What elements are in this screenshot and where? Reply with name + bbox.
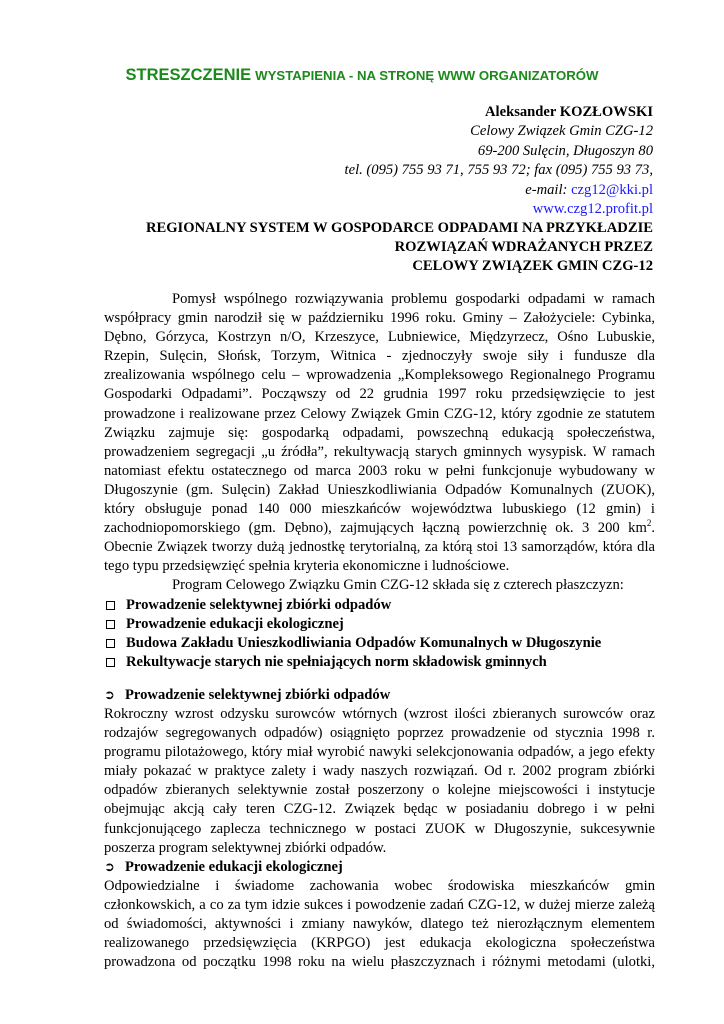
pillar-label: Prowadzenie edukacji ekologicznej: [126, 615, 344, 632]
text-line: członkowskich, a co za tym idzie sukces i powodzenie zadań CZG-12, w dużej mierze zależą: [104, 896, 655, 913]
text-line: prowadzeniem segregacji „u źródła”, rekultywacją starych gminnych wysypisk. W ramach: [104, 443, 655, 460]
document-title: [146, 219, 653, 276]
square-bullet-icon: [106, 658, 115, 667]
email-link[interactable]: czg12@kki.pl: [571, 181, 653, 198]
headline-rest: WYSTAPIENIA - NA STRONĘ WWW ORGANIZATORÓW: [255, 68, 599, 83]
section-heading-text: Prowadzenie selektywnej zbiórki odpadów: [125, 686, 391, 703]
author-name: Aleksander KOZŁOWSKI: [485, 104, 653, 120]
text-line: poszerza program selektywnej zbiórki odpadów.: [104, 839, 387, 856]
text-line: Gospodarki Odpadami”. Począwszy od 22 grudnia 1997 roku przedsięwzięcie to jest: [104, 386, 655, 403]
superscript: 2: [646, 518, 652, 529]
section-heading: [104, 686, 655, 705]
pillars-list: [104, 596, 655, 672]
author-phone: tel. (095) 755 93 71, 755 93 72; fax (095) 755 93 73,: [344, 162, 653, 179]
program-intro: Program Celowego Związku Gmin CZG-12 składa się z czterech płaszczyzn:: [172, 577, 624, 594]
text-line: miały pokazać w praktyce zalety i wady naszych rozwiązań. Od r. 2002 program zbiórki: [104, 763, 655, 780]
text-line: programu pilotażowego, który miał wyrobić nawyki selekcjonowania odpadów, a jego efekty: [104, 744, 655, 761]
title-line: ROZWIĄZAŃ WDRAŻANYCH PRZEZ: [394, 239, 653, 255]
pillar-label: Rekultywacje starych nie spełniających norm składowisk gminnych: [126, 653, 547, 670]
author-address: 69-200 Sulęcin, Długoszyn 80: [477, 142, 653, 159]
list-item: [104, 653, 655, 672]
text-line: Odpowiedzialne i świadome zachowania wobec środowiska mieszkańców gmin: [104, 877, 655, 894]
title-line: CELOWY ZWIĄZEK GMIN CZG-12: [412, 258, 653, 274]
pillar-label: Budowa Zakładu Unieszkodliwiania Odpadów Komunalnych w Długoszynie: [126, 634, 602, 651]
text-line: współpracy gmin narodził się w październiku 1996 roku. Gminy – Założyciele: Cybinka,: [104, 310, 655, 327]
list-item: [104, 634, 655, 653]
period: .: [651, 520, 655, 537]
author-www-line: [345, 200, 653, 219]
document-body: [104, 290, 655, 972]
text-line: Związku zajmuje się: gospodarką odpadami, powszechną edukacją społeczeństwa,: [104, 424, 655, 441]
list-item: [104, 596, 655, 615]
text-line: Rokroczny wzrost odzysku surowców wtórnych (wzrost ilości zbieranych surowców oraz: [104, 705, 655, 722]
text-line: Obecnie Związek tworzy dużą jednostkę terytorialną, za którą stoi 13 samorządów, która dla: [104, 539, 655, 556]
arrow-right-icon: ➲: [104, 687, 115, 703]
square-bullet-icon: [106, 620, 115, 629]
text-line: Pomysł wspólnego rozwiązywania problemu gospodarki odpadami w ramach: [172, 291, 655, 307]
section-heading: [104, 858, 655, 877]
square-bullet-icon: [106, 601, 115, 610]
email-label: e-mail:: [525, 181, 568, 198]
text-line: Rzepin, Sulęcin, Słońsk, Torzym, Witnica - zjednoczyły swoje siły i fundusze dla: [104, 348, 655, 365]
text-line: Długoszynie (gm. Sulęcin) Zakład Unieszkodliwiania Odpadów Komunalnych (ZUOK),: [104, 481, 655, 498]
text-line: rodzajów segregowanych odpadów) osiągnięto poprzez prowadzenie od stycznia 1998 r.: [104, 725, 655, 742]
author-email-line: [345, 181, 653, 200]
text-line: od świadomości, aktywności i zmiany nawyków, dlatego też nierozłącznym elementem: [104, 916, 655, 932]
text-line: realizowanego przedsięwzięcia (KRPGO) jest edukacja ekologiczna społeczeństwa: [104, 935, 655, 952]
text-line: Dębno, Górzyca, Kostrzyn n/O, Krzeszyce, Lubniewice, Międzyrzecz, Ośno Lubuskie,: [104, 329, 655, 346]
text-line: obejmując akcją cały teren CZG-12. Związek będąc w posiadaniu dobrego i w pełni: [104, 801, 655, 818]
title-line: REGIONALNY SYSTEM W GOSPODARCE ODPADAMI NA PRZYKŁADZIE: [145, 220, 653, 236]
text-line: zrealizowania wspólnego celu – wprowadzenia „Kompleksowego Regionalnego Programu: [104, 367, 655, 384]
text-line: zachodniopomorskiego (gm. Dębno), zajmujących łączną powierzchnię ok. 3 200 km: [104, 520, 647, 537]
text-line-with-superscript: [104, 519, 655, 538]
text-line: tego typu przedsięwzięć spełnia kryteria ekonomiczne i ludnościowe.: [104, 558, 510, 575]
text-line: prowadzone i realizowane przez Celowy Związek Gmin CZG-12, który zgodnie ze statutem: [104, 405, 655, 422]
section-heading-text: Prowadzenie edukacji ekologicznej: [125, 858, 343, 875]
page-headline: [0, 66, 724, 85]
text-line: odpadów zbieranych selektywnie został poszerzony o kolejne miejscowości i instytucje: [104, 782, 655, 799]
text-line: funkcjonującego zaplecza technicznego w postaci ZUOK w Długoszynie, sukcesywnie: [104, 820, 655, 837]
list-item: [104, 615, 655, 634]
arrow-right-icon: ➲: [104, 859, 115, 875]
text-line: prowadzona od początku 1998 roku na wielu płaszczyznach i różnymi metodami (ulotki,: [104, 954, 655, 971]
text-line: który obsługuje ponad 140 000 mieszkańców województwa lubuskiego (12 gmin) i: [104, 501, 655, 518]
author-block: [345, 103, 653, 219]
author-organization: Celowy Związek Gmin CZG-12: [470, 123, 653, 140]
text-line: natomiast efektu ostatecznego od marca 2003 roku w pełni funkcjonuje wybudowany w: [104, 462, 655, 479]
pillar-label: Prowadzenie selektywnej zbiórki odpadów: [126, 596, 392, 613]
headline-first-word: STRESZCZENIE: [125, 66, 252, 84]
www-link[interactable]: www.czg12.profit.pl: [532, 201, 653, 218]
square-bullet-icon: [106, 639, 115, 648]
